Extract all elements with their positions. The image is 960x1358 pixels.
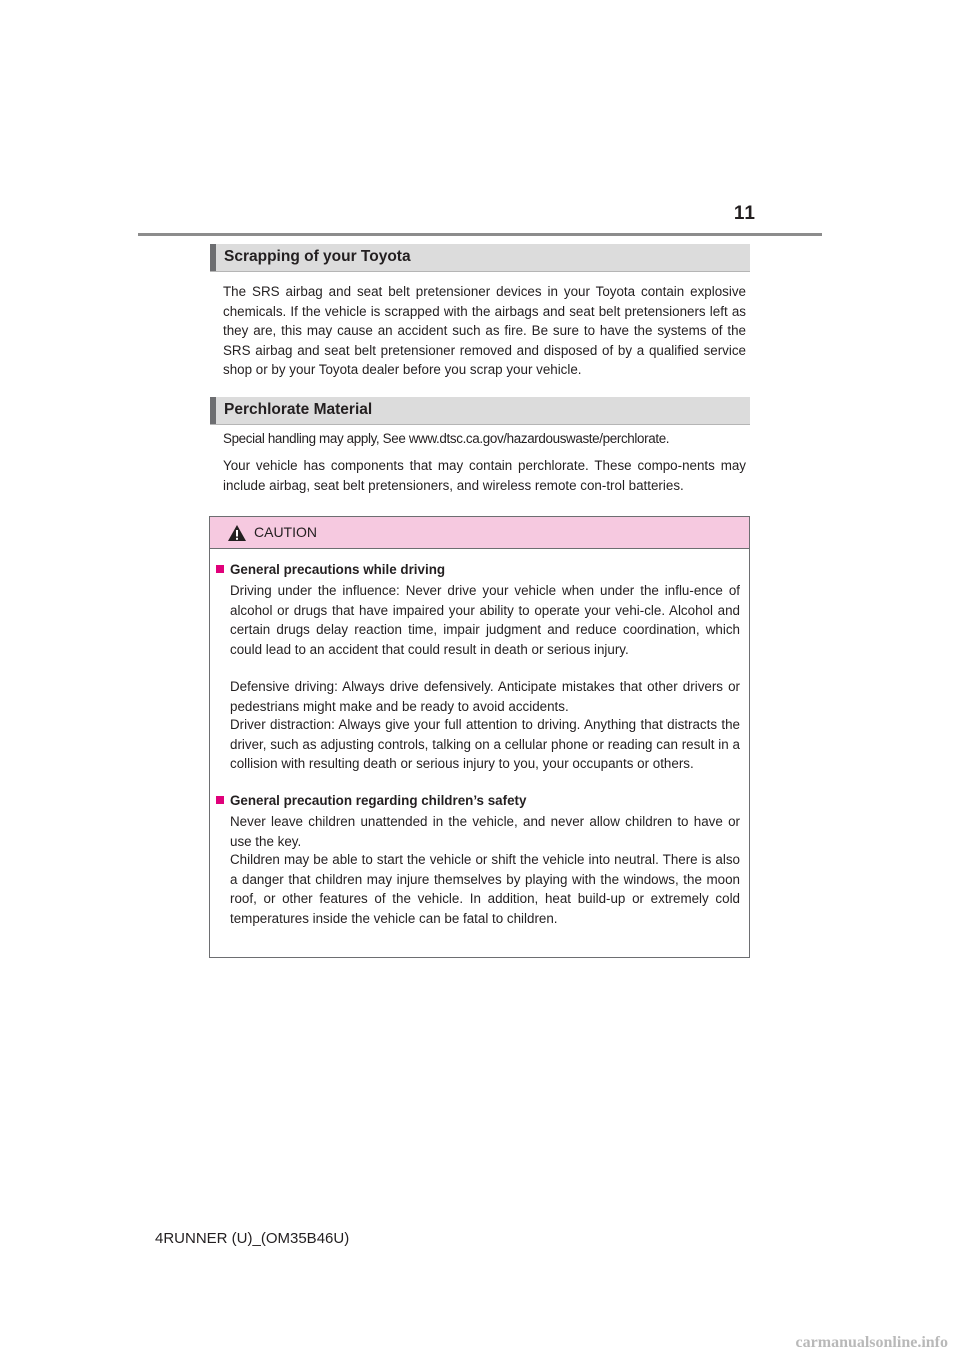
- page-number: 11: [733, 203, 756, 224]
- caution-label: CAUTION: [254, 524, 317, 540]
- section-heading-perchlorate: [210, 397, 750, 425]
- caution-box: [209, 516, 750, 958]
- section-paragraph: Your vehicle has components that may contain perchlorate. These compo-nents may include airbag, seat belt pretensioners, and wireless remote con-trol batteries.: [223, 458, 746, 493]
- section-heading-scrapping: [210, 244, 750, 272]
- caution-paragraph: Driver distraction: Always give your full attention to driving. Anything that distracts the driver, such as adjusting controls, talking on a cellular phone or reading can result in a collision with resulting death or serious injury to you, your occupants or others.: [230, 717, 740, 771]
- section-bar: [210, 244, 216, 271]
- bullet-square-icon: [216, 796, 224, 804]
- warning-triangle-icon: [227, 524, 247, 542]
- caution-paragraph: Driving under the influence: Never drive your vehicle when under the influ-ence of alcohol or drugs that have impaired your ability to operate your vehi-cle. Alcohol and certain drugs delay reaction time, impair judgment and reduce coordination, which could lead to an accident that could result in death or serious injury.: [230, 583, 740, 657]
- caution-paragraph: Children may be able to start the vehicle or shift the vehicle into neutral. There is also a danger that children may injure themselves by playing with the windows, the moon roof, or other features of the vehicle. In addition, heat build-up or extremely cold temperatures inside the vehicle can be fatal to children.: [230, 852, 740, 926]
- watermark: carmanualsonline.info: [795, 1334, 948, 1351]
- section-bar: [210, 397, 216, 424]
- bullet-square-icon: [216, 565, 224, 573]
- caution-paragraph: Never leave children unattended in the vehicle, and never allow children to have or use the key.: [230, 814, 740, 849]
- caution-heading-text: General precaution regarding children’s safety: [230, 793, 527, 808]
- section-paragraph: Special handling may apply, See www.dtsc.ca.gov/hazardouswaste/perchlorate.: [223, 431, 670, 446]
- caution-heading-text: General precautions while driving: [230, 562, 446, 577]
- footer-model-code: 4RUNNER (U)_(OM35B46U): [155, 1230, 350, 1247]
- top-rule: [138, 233, 822, 236]
- caution-group-heading: [216, 560, 445, 580]
- section-title: Scrapping of your Toyota: [224, 248, 411, 265]
- section-title: Perchlorate Material: [224, 401, 373, 418]
- caution-group-heading: [216, 791, 526, 811]
- section-paragraph: The SRS airbag and seat belt pretensioner devices in your Toyota contain explosive chemicals. If the vehicle is scrapped with the airbags and seat belt pretensioners left as they are, this may cause an accident such as fire. Be sure to have the systems of the SRS airbag and seat belt pretensioner removed and disposed of by a qualified service shop or by your Toyota dealer before you scrap your vehicle.: [223, 284, 746, 377]
- caution-paragraph: Defensive driving: Always drive defensively. Anticipate mistakes that other drivers or pedestrians might make and be ready to avoid accidents.: [230, 679, 740, 714]
- caution-header: [210, 517, 749, 549]
